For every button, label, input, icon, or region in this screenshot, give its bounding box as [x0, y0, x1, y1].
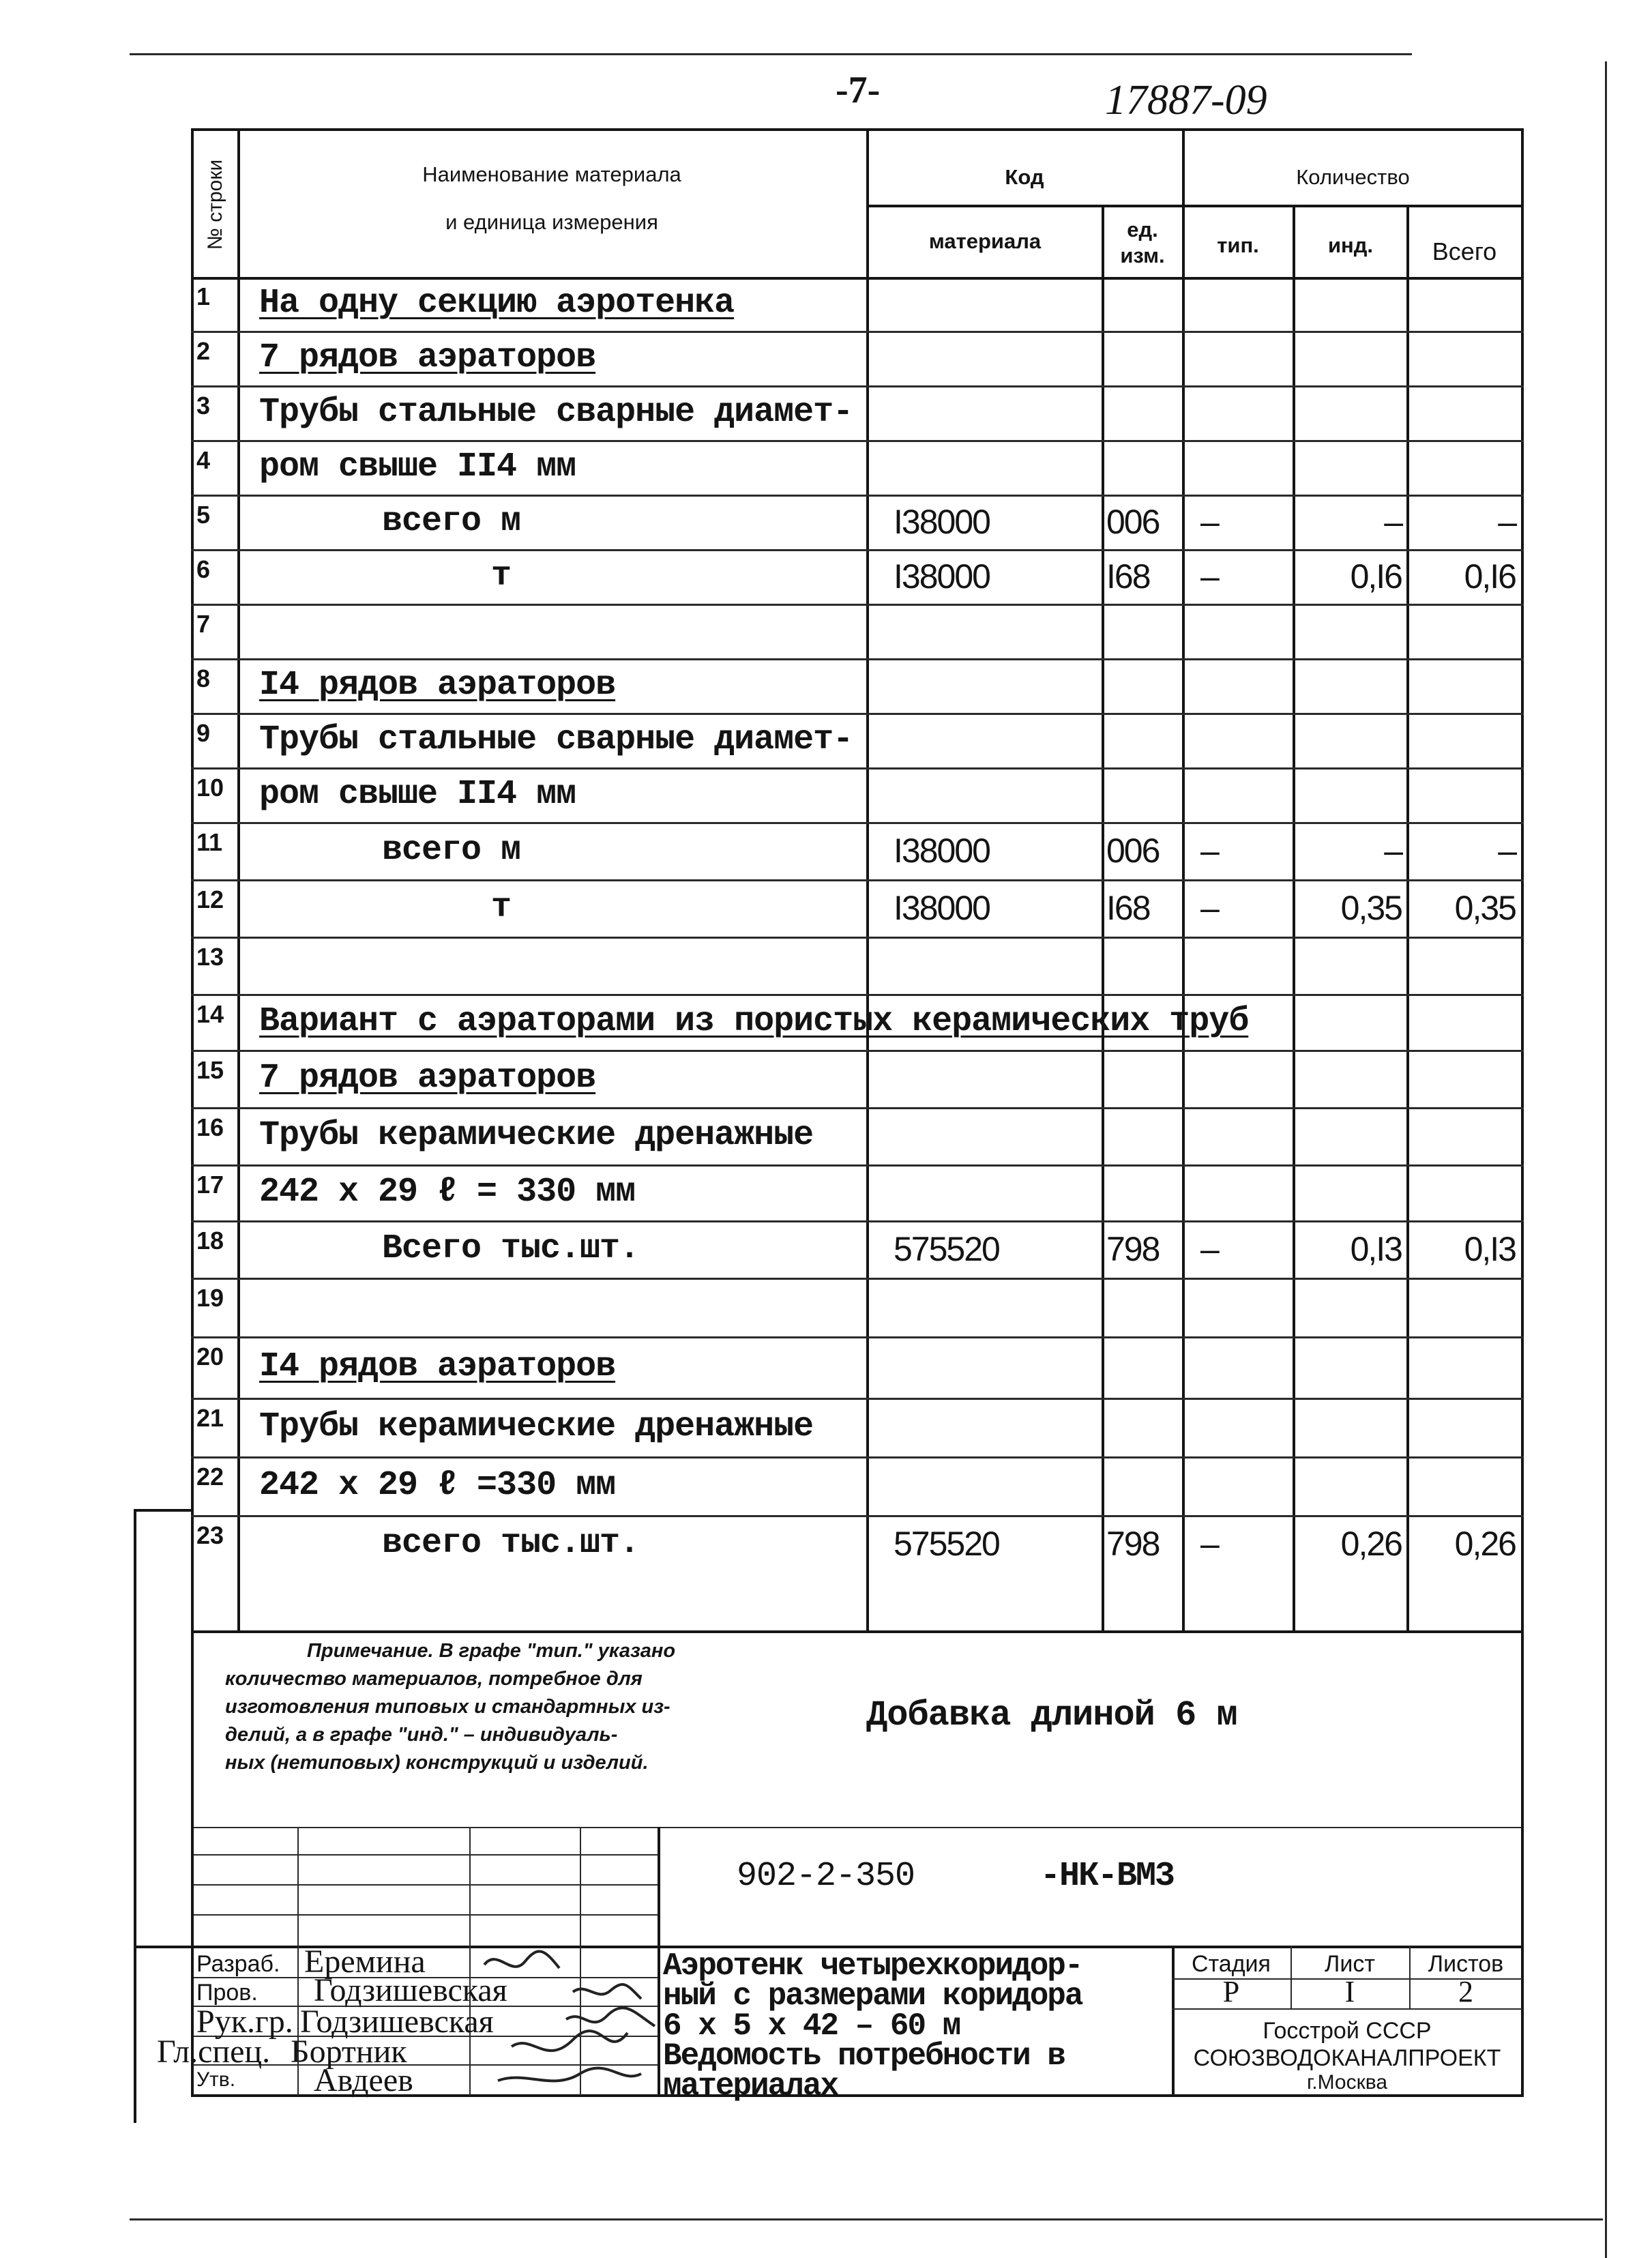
row-separator	[191, 604, 1524, 606]
col-divider-typ	[1293, 206, 1295, 1632]
org-line-3: г.Москва	[1306, 2071, 1388, 2094]
material-name: т	[491, 888, 512, 927]
row-separator	[191, 1164, 1524, 1167]
note-line-5: ных (нетиповых) конструкций и изделий.	[225, 1752, 649, 1774]
row-separator	[191, 937, 1524, 939]
title-line-2: ный с размерами коридора	[663, 1978, 1082, 2014]
col-divider-ind	[1406, 206, 1409, 1632]
row-number: 19	[196, 1284, 224, 1312]
row-separator	[191, 331, 1524, 333]
qty-total: –	[1498, 832, 1516, 870]
row-separator	[191, 1398, 1524, 1400]
material-name: Трубы стальные сварные диамет-	[259, 720, 853, 759]
header-qty-typ: тип.	[1217, 233, 1259, 257]
title-text	[663, 1948, 1082, 2104]
name-2: Годзишевская	[314, 1972, 507, 2008]
table-body-bottom	[191, 1630, 1524, 1633]
row-number: 14	[196, 1000, 224, 1028]
org-line-2: СОЮЗВОДОКАНАЛПРОЕКТ	[1193, 2045, 1501, 2071]
row-number: 16	[196, 1113, 224, 1141]
header-bottom	[191, 277, 1524, 280]
material-name: всего м	[382, 831, 521, 870]
note-line-3: изготовления типовых и стандартных из-	[225, 1696, 670, 1718]
qty-typ: –	[1200, 557, 1218, 596]
row-number: 22	[196, 1463, 224, 1491]
material-code: I38000	[894, 832, 990, 870]
row-separator	[191, 1515, 1524, 1517]
stage-value: Р	[1222, 1975, 1240, 2008]
row-number: 7	[196, 610, 211, 638]
note-line-2: количество материалов, потребное для	[225, 1668, 643, 1690]
row-number: 21	[196, 1404, 224, 1432]
qty-total: 0,I6	[1464, 557, 1516, 596]
row-number: 8	[196, 664, 211, 692]
material-name: I4 рядов аэраторов	[259, 1347, 616, 1386]
tb-line-2	[191, 1854, 659, 1856]
row-separator	[191, 549, 1524, 551]
qty-total: –	[1498, 503, 1516, 541]
material-name: 7 рядов аэраторов	[259, 338, 596, 377]
material-name: 242 x 29 ℓ = 330 мм	[259, 1173, 636, 1212]
row-number: 2	[196, 337, 211, 365]
header-qty-ind: инд.	[1327, 233, 1374, 257]
qty-ind: 0,35	[1340, 889, 1402, 927]
row-number: 11	[196, 828, 223, 856]
header-code-unit-line2: изм.	[1120, 244, 1165, 267]
material-name: Вариант с аэраторами из пористых керамических труб	[259, 1002, 1249, 1041]
right-margin-line	[1605, 61, 1607, 2258]
qty-ind: 0,I3	[1350, 1230, 1402, 1268]
row-separator	[191, 767, 1524, 769]
row-number: 13	[196, 943, 224, 971]
name-5: Авдеев	[314, 2062, 413, 2098]
material-code: I38000	[894, 557, 990, 596]
tb-right	[1521, 1630, 1524, 2097]
row-number: 10	[196, 774, 224, 802]
stage-label: Стадия	[1192, 1951, 1271, 1977]
qty-ind: 0,I6	[1350, 557, 1402, 596]
name-4: Бортник	[291, 2034, 407, 2070]
header-qty-total: Всего	[1432, 237, 1497, 265]
name-3: Годзишевская	[300, 2004, 494, 2040]
material-name: Трубы керамические дренажные	[259, 1407, 814, 1446]
material-name: Трубы керамические дренажные	[259, 1116, 814, 1155]
row-number: 12	[196, 885, 224, 913]
header-quantity: Количество	[1296, 165, 1410, 189]
material-name: всего тыс.шт.	[382, 1524, 640, 1563]
stamp-top-line	[134, 1509, 192, 1512]
row-number: 5	[196, 501, 211, 529]
row-separator	[191, 822, 1524, 824]
row-number: 1	[196, 282, 211, 310]
title-line-3: 6 х 5 х 42 – 60 м	[663, 2008, 960, 2044]
header-code-material: материала	[928, 229, 1042, 253]
col-divider-material	[1102, 206, 1104, 1632]
unit-code: 006	[1106, 832, 1160, 870]
material-name: ром свыше II4 мм	[259, 775, 576, 814]
role-5: Утв.	[196, 2068, 236, 2091]
signatures-graphic	[471, 1944, 668, 2098]
row-separator	[191, 1456, 1524, 1458]
qty-typ: –	[1200, 503, 1218, 541]
row-separator	[191, 1336, 1524, 1338]
row-number: 4	[196, 446, 211, 474]
material-code: I38000	[894, 503, 990, 541]
material-name: 7 рядов аэраторов	[259, 1059, 596, 1098]
header-code: Код	[1005, 165, 1044, 189]
qty-ind: –	[1384, 503, 1402, 541]
header-code-unit-line1: ед.	[1127, 218, 1158, 241]
tb-line-3	[191, 1884, 659, 1886]
tb-line-1	[191, 1827, 1524, 1828]
qty-total: 0,35	[1454, 889, 1516, 927]
unit-code: 798	[1106, 1525, 1160, 1563]
header-row-number-cell	[195, 136, 236, 273]
material-name: Трубы стальные сварные диамет-	[259, 393, 853, 432]
doc-mark: -НК-ВМ3	[1040, 1857, 1175, 1896]
material-name: т	[491, 557, 512, 596]
material-name: 242 x 29 ℓ =330 мм	[259, 1466, 616, 1505]
org-line-1: Госстрой СССР	[1263, 2018, 1432, 2044]
archive-number: 17887-09	[1105, 77, 1267, 123]
unit-code: 006	[1106, 503, 1160, 541]
material-code: 575520	[894, 1230, 999, 1268]
qty-ind: –	[1384, 832, 1402, 870]
top-border-line	[130, 53, 1412, 55]
header-subdivider	[866, 205, 1524, 207]
material-name: всего м	[382, 502, 521, 541]
note-block	[225, 1637, 675, 1777]
row-separator	[191, 1278, 1524, 1280]
row-separator	[191, 879, 1524, 881]
row-number: 20	[196, 1343, 224, 1370]
row-separator	[191, 658, 1524, 660]
material-name: ром свыше II4 мм	[259, 448, 576, 486]
material-code: I38000	[894, 889, 990, 927]
sheets-label: Листов	[1428, 1951, 1504, 1977]
qty-ind: 0,26	[1340, 1525, 1402, 1563]
row-number: 23	[196, 1521, 224, 1549]
note-line-4: делий, а в графе "инд." – индивидуаль-	[225, 1724, 618, 1746]
header-code-unit	[1104, 217, 1181, 269]
row-separator	[191, 1050, 1524, 1052]
role-4: Гл.спец.	[157, 2034, 271, 2070]
unit-code: I68	[1106, 889, 1150, 927]
unit-code: 798	[1106, 1230, 1160, 1268]
material-name: На одну секцию аэротенка	[259, 284, 735, 323]
qty-typ: –	[1200, 1230, 1218, 1268]
bottom-border-line	[130, 2218, 1603, 2220]
material-name: I4 рядов аэраторов	[259, 666, 616, 705]
qty-typ: –	[1200, 1525, 1218, 1563]
page-number: -7-	[836, 69, 881, 111]
row-separator	[191, 385, 1524, 387]
table-border-top	[191, 128, 1524, 131]
sheet-label: Лист	[1325, 1951, 1375, 1977]
qty-typ: –	[1200, 889, 1218, 927]
stamp-left-line	[134, 1509, 136, 2123]
sheet-value: I	[1344, 1975, 1355, 2008]
row-separator	[191, 495, 1524, 497]
tb-line-4	[191, 1914, 659, 1916]
header-row-number: № строки	[204, 159, 226, 250]
row-number: 3	[196, 392, 211, 420]
material-code: 575520	[894, 1525, 999, 1563]
row-number: 9	[196, 719, 211, 747]
row-separator	[191, 994, 1524, 996]
doc-code: 902-2-350	[737, 1857, 915, 1896]
row-separator	[191, 1220, 1524, 1222]
title-line-5: материалах	[663, 2068, 838, 2104]
title-line-1: Аэротенк четырехкоридор-	[663, 1948, 1082, 1984]
header-name-line1: Наименование материала	[422, 162, 681, 186]
row-separator	[191, 440, 1524, 442]
row-number: 18	[196, 1227, 224, 1255]
row-number: 17	[196, 1171, 224, 1199]
qty-total: 0,26	[1454, 1525, 1516, 1563]
note-line-1: Примечание. В графе "тип." указано	[307, 1640, 676, 1662]
sheets-value: 2	[1458, 1975, 1473, 2008]
role-2: Пров.	[196, 1980, 258, 2006]
title-line-4: Ведомость потребности в	[663, 2038, 1065, 2074]
addition-note: Добавка длиной 6 м	[866, 1695, 1237, 1735]
name-1: Еремина	[304, 1944, 426, 1980]
qty-typ: –	[1200, 832, 1218, 870]
unit-code: I68	[1106, 557, 1150, 596]
header-name-line2: и единица измерения	[445, 210, 658, 234]
role-3: Рук.гр.	[196, 2004, 293, 2040]
row-separator	[191, 713, 1524, 715]
qty-total: 0,I3	[1464, 1230, 1516, 1268]
row-number: 15	[196, 1056, 224, 1084]
tb-left	[191, 1630, 194, 2097]
role-1: Разраб.	[196, 1951, 280, 1977]
material-name: Всего тыс.шт.	[382, 1229, 640, 1268]
row-number: 6	[196, 555, 211, 583]
row-separator	[191, 1107, 1524, 1109]
